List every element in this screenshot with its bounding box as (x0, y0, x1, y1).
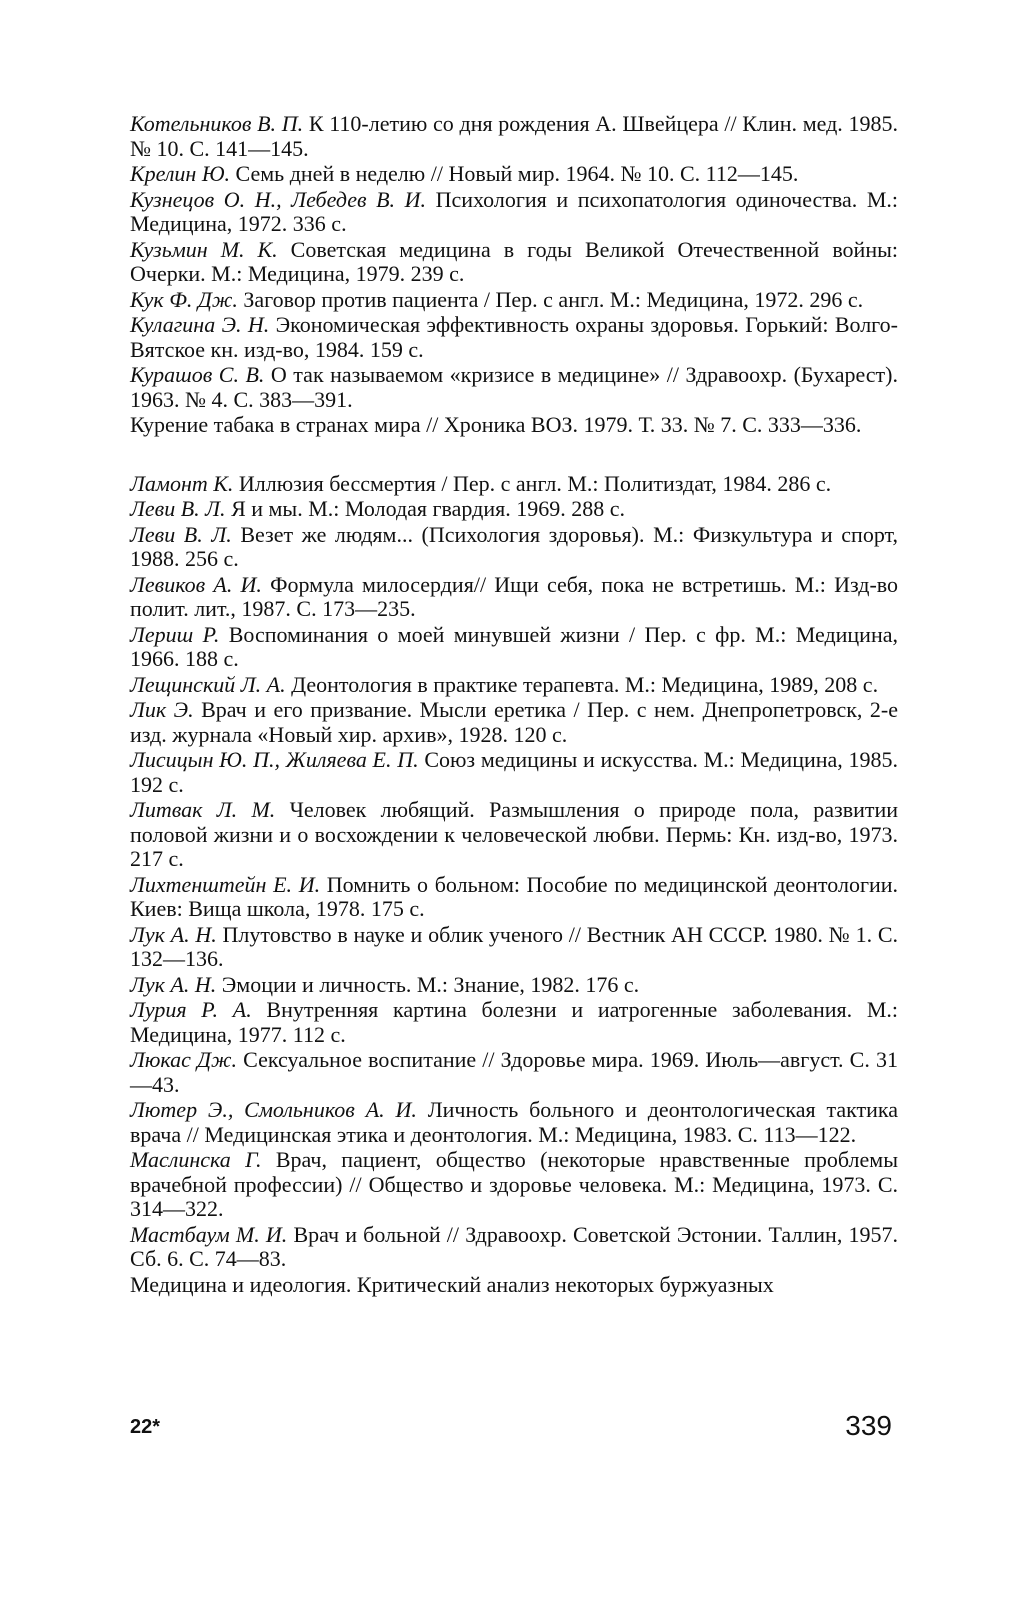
bibliography-entry (130, 413, 898, 438)
bibliography-entry (130, 363, 898, 412)
entry-author: Кузнецов О. Н., Лебедев В. И. (130, 186, 427, 212)
entry-author: Левиков А. И. (130, 571, 262, 597)
entry-text: Экономическая эффективность охраны здоровья. Горький: Волго-Вятское кн. изд-во, 1984. 159 с. (130, 312, 898, 362)
bibliography-group-k (130, 112, 898, 438)
entry-text: Сексуальное воспитание // Здоровье мира. 1969. Июль—август. С. 31—43. (130, 1047, 898, 1097)
entry-text: Я и мы. М.: Молодая гвардия. 1969. 288 с. (231, 496, 625, 521)
bibliography-entry (130, 1223, 898, 1272)
entry-author: Котельников В. П. (130, 111, 304, 136)
entry-text: Плутовство в науке и облик ученого // Вестник АН СССР. 1980. № 1. С. 132—136. (130, 921, 898, 971)
bibliography-entry (130, 623, 898, 672)
entry-author: Кук Ф. Дж. (130, 286, 238, 312)
entry-author: Люкас Дж. (130, 1047, 238, 1072)
entry-author: Лихтенштейн Е. И. (130, 871, 321, 897)
entry-author: Лурия Р. А. (130, 997, 252, 1022)
entry-author: Леви В. Л. (130, 521, 232, 547)
entry-text: Личность больного и деонтологическая тактика врача // Медицинская этика и деонтология. М.: Медицина, 1983. С. 113—122. (130, 1097, 899, 1147)
entry-author: Литвак Л. М. (130, 797, 276, 822)
bibliography-entry (130, 673, 898, 698)
bibliography-entry (130, 162, 898, 187)
bibliography-entry (130, 238, 898, 287)
entry-text: Врач и больной // Здравоохр. Советской Эстонии. Таллин, 1957. Сб. 6. С. 74—83. (130, 1221, 898, 1271)
entry-author: Кулагина Э. Н. (130, 312, 270, 337)
bibliography-entry (130, 923, 898, 972)
bibliography-entry (130, 998, 898, 1047)
bibliography-entry (130, 698, 898, 747)
bibliography-entry (130, 472, 898, 497)
entry-text: Везет же людям... (Психология здоровья). М.: Физкультура и спорт, 1988. 256 с. (130, 521, 898, 571)
entry-author: Лещинский Л. А. (130, 671, 286, 697)
bibliography-entry (130, 873, 898, 922)
entry-text: Воспоминания о моей минувшей жизни / Пер. с фр. М.: Медицина, 1966. 188 с. (130, 621, 898, 671)
bibliography-entry (130, 288, 898, 313)
bibliography-entry (130, 748, 898, 797)
page-footer (130, 1410, 898, 1450)
entry-author: Лериш Р. (130, 621, 220, 647)
bibliography-entry (130, 497, 898, 522)
bibliography-entry (130, 1048, 898, 1097)
entry-text: Заговор против пациента / Пер. с англ. М.: Медицина, 1972. 296 с. (243, 286, 864, 312)
entry-text: Врач и его призвание. Мысли еретика / Пер. с нем. Днепропетровск, 2-е изд. журнала «Новый хир. архив», 1928. 120 с. (130, 697, 898, 747)
entry-text: Помнить о больном: Пособие по медицинской деонтологии. Киев: Вища школа, 1978. 175 с. (130, 871, 899, 921)
entry-text: Иллюзия бессмертия / Пер. с англ. М.: Политиздат, 1984. 286 с. (238, 470, 832, 496)
entry-author: Кузьмин М. К. (130, 236, 278, 262)
entry-text: Эмоции и личность. М.: Знание, 1982. 176 с. (221, 971, 640, 997)
bibliography-entry (130, 973, 898, 998)
entry-text: К 110-летию со дня рождения А. Швейцера // Клин. мед. 1985. № 10. С. 141—145. (130, 111, 898, 161)
page-number: 339 (845, 1410, 892, 1441)
printer-signature: 22* (130, 1416, 161, 1438)
entry-text: Человек любящий. Размышления о природе пола, развитии половой жизни и о восхождении к человеческой любви. Пермь: Кн. изд-во, 1973. 217 с. (130, 797, 899, 871)
entry-text: Союз медицины и искусства. М.: Медицина, 1985. 192 с. (130, 747, 899, 797)
bibliography-entry (130, 798, 898, 872)
bibliography-entry (130, 188, 898, 237)
entry-author: Лук А. Н. (130, 971, 217, 997)
entry-text: Внутренняя картина болезни и иатрогенные заболевания. М.: Медицина, 1977. 112 с. (130, 997, 899, 1047)
entry-text: Врач, пациент, общество (некоторые нравственные проблемы врачебной профессии) // Общество и здоровье человека. М.: Медицина, 1973. С. 314—322. (130, 1147, 898, 1221)
entry-author: Лисицын Ю. П., Жиляева Е. П. (130, 747, 419, 772)
entry-text: Курение табака в странах мира // Хроника ВОЗ. 1979. Т. 33. № 7. С. 333—336. (130, 412, 862, 437)
bibliography-entry (130, 573, 898, 622)
bibliography-group-l (130, 472, 898, 1298)
entry-text: О так называемом «кризисе в медицине» // Здравоохр. (Бухарест). 1963. № 4. С. 383—391. (130, 362, 898, 412)
bibliography-entry (130, 313, 898, 362)
bibliography-entry (130, 1098, 898, 1147)
entry-text: Формула милосердия// Ищи себя, пока не встретишь. М.: Изд-во полит. лит., 1987. С. 173—235. (130, 571, 899, 621)
entry-text: Медицина и идеология. Критический анализ некоторых буржуазных (130, 1271, 774, 1297)
bibliography-entry (130, 1273, 898, 1298)
entry-author: Мастбаум М. И. (130, 1221, 288, 1247)
entry-author: Леви В. Л. (130, 496, 226, 521)
entry-author: Лютер Э., Смольников А. И. (130, 1097, 417, 1122)
entry-author: Маслинска Г. (130, 1147, 262, 1172)
bibliography-page (130, 112, 898, 1298)
entry-author: Лук А. Н. (130, 921, 217, 947)
bibliography-entry (130, 112, 898, 161)
bibliography-entry (130, 1148, 898, 1222)
entry-author: Курашов С. В. (130, 362, 265, 387)
entry-author: Лик Э. (130, 697, 194, 722)
entry-text: Психология и психопатология одиночества. М.: Медицина, 1972. 336 с. (130, 186, 899, 236)
entry-text: Деонтология в практике терапевта. М.: Медицина, 1989, 208 с. (291, 671, 879, 697)
entry-text: Советская медицина в годы Великой Отечественной войны: Очерки. М.: Медицина, 1979. 239 с. (130, 236, 899, 286)
entry-author: Крелин Ю. (130, 161, 231, 186)
entry-text: Семь дней в неделю // Новый мир. 1964. № 10. С. 112—145. (235, 161, 799, 186)
bibliography-entry (130, 523, 898, 572)
entry-author: Ламонт К. (130, 470, 234, 496)
